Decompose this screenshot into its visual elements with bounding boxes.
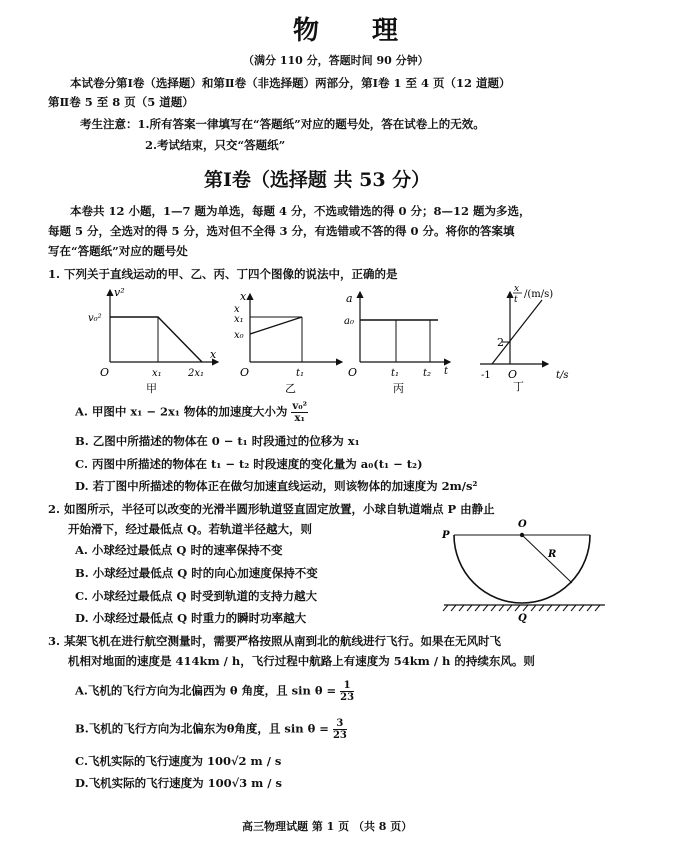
q2-label-o: O (518, 519, 527, 530)
q2-track-figure (440, 515, 620, 625)
graph-ding (480, 284, 569, 393)
q3-option-a-text: A.飞机的飞行方向为北偏西为 θ 角度，且 sin θ = (75, 683, 337, 698)
jia-caption: 甲 (146, 382, 157, 394)
yi-x-top-label: x (234, 304, 240, 315)
q2-option-a: A. 小球经过最低点 Q 时的速率保持不变 (75, 543, 283, 557)
graph-yi (234, 290, 342, 394)
bing-a0-label: a₀ (344, 316, 354, 327)
section-title: 第Ⅰ卷（选择题 共 53 分） (204, 169, 431, 191)
jia-x-axis-label: x (210, 348, 217, 361)
yi-y-label: x (240, 290, 247, 303)
q3-option-b-den: 23 (332, 730, 347, 741)
q3-stem-1: 3. 某架飞机在进行航空测量时，需要严格按照从南到北的航线进行飞行。如果在无风时飞 (48, 634, 502, 648)
ding-2-label: 2 (497, 336, 504, 349)
jia-x1-label: x₁ (152, 368, 162, 379)
q2-stem-1: 2. 如图所示，半径可以改变的光滑半圆形轨道竖直固定放置，小球自轨道端点 P 由静止 (48, 502, 495, 516)
page-footer: 高三物理试题 第 1 页 （共 8 页） (242, 820, 413, 833)
q3-option-b-fraction (333, 718, 347, 741)
page-title: 物 理 (293, 16, 421, 46)
q3-option-b-text: B.飞机的飞行方向为北偏东为θ角度，且 sin θ = (75, 721, 329, 736)
q2-stem-2: 开始滑下，经过最低点 Q。若轨道半径越大，则 (68, 522, 313, 536)
ding-y-num: x (514, 284, 520, 294)
jia-y-label: v² (114, 286, 125, 299)
q2-option-c: C. 小球经过最低点 Q 时受到轨道的支持力越大 (75, 589, 317, 603)
yi-x1-label: x₁ (234, 314, 244, 325)
graph-jia (88, 286, 218, 394)
q1-option-a-den: x₁ (294, 413, 305, 424)
q1-option-b: B. 乙图中所描述的物体在 0 − t₁ 时段通过的位移为 x₁ (75, 434, 360, 448)
ding-neg1-label: -1 (481, 370, 491, 381)
q1-option-a-text: A. 甲图中 x₁ − 2x₁ 物体的加速度大小为 (75, 404, 288, 419)
q3-option-a-num: 1 (340, 680, 354, 692)
section-desc-2: 每题 5 分，全选对的得 5 分，选对但不全得 3 分，有选错或不答的得 0 分。将你的答案填 (48, 224, 515, 238)
q1-graphs (80, 282, 580, 394)
intro-line-2: 第Ⅱ卷 5 至 8 页（5 道题） (48, 95, 194, 109)
q3-option-c: C.飞机实际的飞行速度为 100√2 m / s (75, 754, 282, 768)
bing-origin: O (348, 366, 358, 379)
q2-option-b: B. 小球经过最低点 Q 时的向心加速度保持不变 (75, 566, 318, 580)
jia-2x1-label: 2x₁ (188, 368, 205, 379)
bing-t2-label: t₂ (423, 368, 432, 379)
q3-stem-2: 机相对地面的速度是 414km / h，飞行过程中航路上有速度为 54km / h 的持续东风。则 (68, 654, 535, 668)
q1-option-d: D. 若丁图中所描述的物体正在做匀加速直线运动，则该物体的加速度为 2m/s² (75, 479, 478, 493)
section-desc-3: 写在“答题纸”对应的题号处 (48, 244, 188, 258)
q1-option-a-fraction (291, 401, 308, 424)
yi-t1-label: t₁ (296, 368, 305, 379)
q3-option-a (75, 680, 354, 703)
jia-origin: O (100, 366, 110, 379)
q1-option-a (75, 401, 308, 424)
bing-y-label: a (346, 292, 353, 305)
q1-stem: 1. 下列关于直线运动的甲、乙、丙、丁四个图像的说法中，正确的是 (48, 267, 398, 281)
q3-option-d: D.飞机实际的飞行速度为 100√3 m / s (75, 776, 282, 790)
ding-y-den: t (514, 295, 518, 305)
bing-caption: 丙 (393, 382, 404, 394)
section-desc-1: 本卷共 12 小题，1—7 题为单选，每题 4 分，不选或错选的得 0 分；8—12 题为多选， (70, 204, 531, 218)
bing-t-axis-label: t (444, 366, 449, 377)
jia-v0-label: v₀² (88, 313, 102, 324)
ding-origin: O (508, 368, 518, 381)
q3-option-a-den: 23 (340, 692, 355, 703)
yi-origin: O (240, 366, 250, 379)
q2-option-d: D. 小球经过最低点 Q 时重力的瞬时功率越大 (75, 611, 307, 625)
ding-x-label: t/s (556, 370, 569, 381)
q1-option-a-num: v₀² (292, 401, 307, 412)
exam-subtitle: （满分 110 分，答题时间 90 分钟） (243, 54, 429, 67)
q2-label-r: R (548, 549, 557, 560)
q3-option-b-num: 3 (333, 718, 347, 730)
notice-line-1: 考生注意：1.所有答案一律填写在“答题纸”对应的题号处，答在试卷上的无效。 (80, 117, 485, 131)
q2-label-q: Q (518, 613, 527, 624)
bing-t1-label: t₁ (391, 368, 400, 379)
yi-caption: 乙 (285, 382, 296, 394)
intro-line-1: 本试卷分第Ⅰ卷（选择题）和第Ⅱ卷（非选择题）两部分，第Ⅰ卷 1 至 4 页（12 道题） (70, 76, 511, 90)
graph-bing (344, 292, 450, 394)
ding-caption: 丁 (513, 380, 524, 393)
q2-label-p: P (442, 530, 450, 541)
q3-option-b (75, 718, 347, 741)
q3-option-a-fraction (340, 680, 354, 703)
q1-option-c: C. 丙图中所描述的物体在 t₁ − t₂ 时段速度的变化量为 a₀(t₁ − t₂) (75, 457, 423, 471)
notice-line-2: 2.考试结束，只交“答题纸” (145, 138, 286, 152)
yi-x0-label: x₀ (234, 330, 244, 341)
ding-y-unit: /(m/s) (524, 289, 554, 300)
